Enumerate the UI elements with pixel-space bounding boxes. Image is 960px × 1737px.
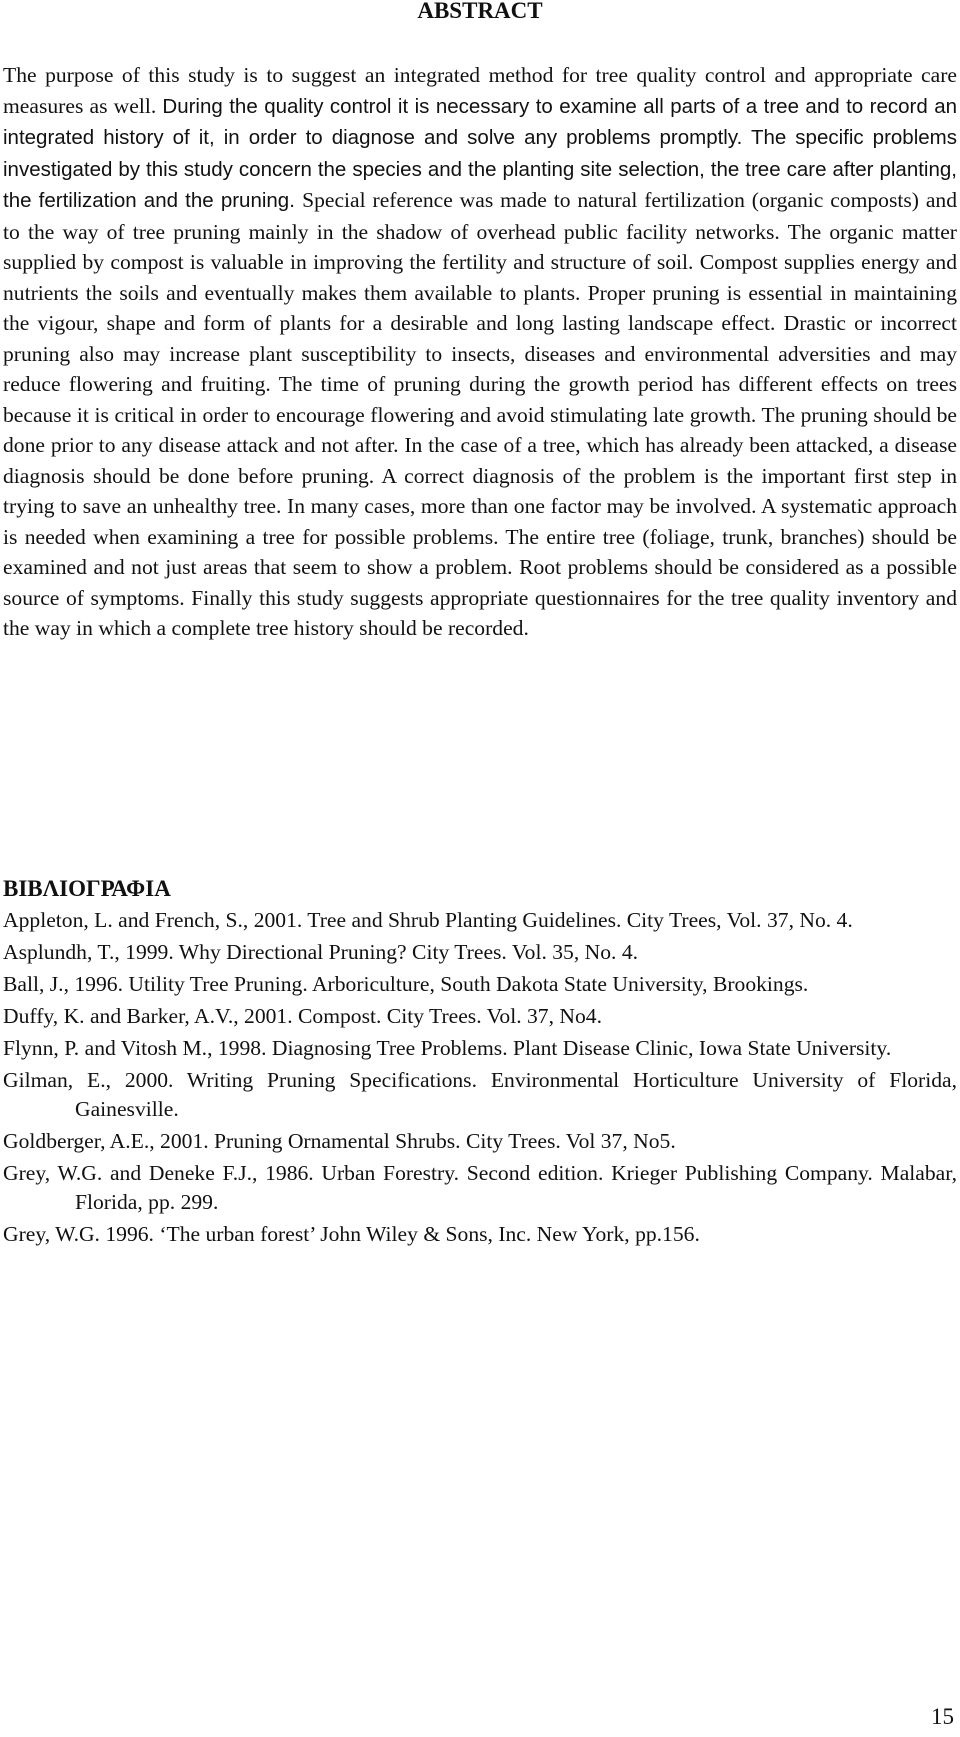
abstract-sentence: In the case of a tree, which has already been attacked, a disease diagnosis should be done before pruning. (3, 433, 957, 488)
abstract-sentence: Drastic or incorrect pruning also may increase plant susceptibility to insects, diseases and environmental adversities and may reduce flowering and fruiting. (3, 311, 958, 396)
page-number: 15 (931, 1704, 954, 1729)
abstract-sentence: The pruning should be done prior to any disease attack and not after. (3, 402, 958, 457)
abstract-sentence: The specific problems investigated by this study concern the species and the planting site selection, the tree care after planting, the fertilization and the pruning. (3, 126, 957, 212)
abstract-sentence: A systematic approach is needed when examining a tree for possible problems. (3, 494, 957, 549)
reference-item: Grey, W.G. 1996. ‘The urban forest’ John Wiley & Sons, Inc. New York, pp.156. (3, 1222, 700, 1246)
abstract-sentence: Proper pruning is essential in maintaining the vigour, shape and form of plants for a desirable and long lasting landscape effect. (3, 280, 957, 335)
abstract-sentence: The time of pruning during the growth period has different effects on trees because it is critical in order to encourage flowering and avoid stimulating late growth. (3, 372, 957, 427)
abstract-sentence: Finally this study suggests appropriate questionnaires for the tree quality inventory and the way in which a complete tree history should be recorded. (3, 585, 957, 640)
reference-item: Grey, W.G. and Deneke F.J., 1986. Urban Forestry. Second edition. Krieger Publishing Company. Malabar, Florida, pp. 299. (3, 1161, 957, 1214)
abstract-sentence: Special reference was made to natural fertilization (organic composts) and to the way of tree pruning mainly in the shadow of overhead public facility networks. (3, 188, 958, 244)
abstract-sentence: A correct diagnosis of the problem is the important first step in trying to save an unhealthy tree. (3, 463, 957, 518)
reference-item: Duffy, K. and Barker, A.V., 2001. Compost. City Trees. Vol. 37, No4. (3, 1004, 602, 1028)
references-heading: ΒΙΒΛΙΟΓΡΑΦΙΑ (3, 876, 171, 901)
abstract-sentence: The entire tree (foliage, trunk, branches) should be examined and not just areas that seem to show a problem. (3, 524, 958, 579)
abstract-sentence: In many cases, more than one factor may be involved. (287, 494, 761, 518)
abstract-sentence: The organic matter supplied by compost is valuable in improving the fertility and structure of soil. (3, 219, 957, 274)
reference-item: Gilman, E., 2000. Writing Pruning Specifications. Environmental Horticulture University of Florida, Gainesville. (3, 1068, 957, 1121)
references-list (3, 906, 957, 1252)
reference-item: Appleton, L. and French, S., 2001. Tree and Shrub Planting Guidelines. City Trees, Vol. 37, No. 4. (3, 908, 853, 932)
abstract-sentence: Root problems should be considered as a possible source of symptoms. (3, 555, 957, 610)
abstract-paragraph (3, 60, 957, 644)
reference-item: Goldberger, A.E., 2001. Pruning Ornamental Shrubs. City Trees. Vol 37, No5. (3, 1129, 676, 1153)
abstract-sentence: The purpose of this study is to suggest an integrated method for tree quality control and appropriate care measures as well. (3, 63, 957, 118)
reference-item: Asplundh, T., 1999. Why Directional Pruning? City Trees. Vol. 35, No. 4. (3, 940, 639, 964)
abstract-sentence: Compost supplies energy and nutrients the soils and eventually makes them available to plants. (3, 250, 957, 305)
abstract-sentence: During the quality control it is necessary to examine all parts of a tree and to record an integrated history of it, in order to diagnose and solve any problems promptly. (3, 94, 957, 149)
reference-item: Ball, J., 1996. Utility Tree Pruning. Arboriculture, South Dakota State University, Brookings. (3, 972, 809, 996)
reference-item: Flynn, P. and Vitosh M., 1998. Diagnosing Tree Problems. Plant Disease Clinic, Iowa State University. (3, 1036, 892, 1060)
abstract-heading: ABSTRACT (417, 0, 543, 23)
